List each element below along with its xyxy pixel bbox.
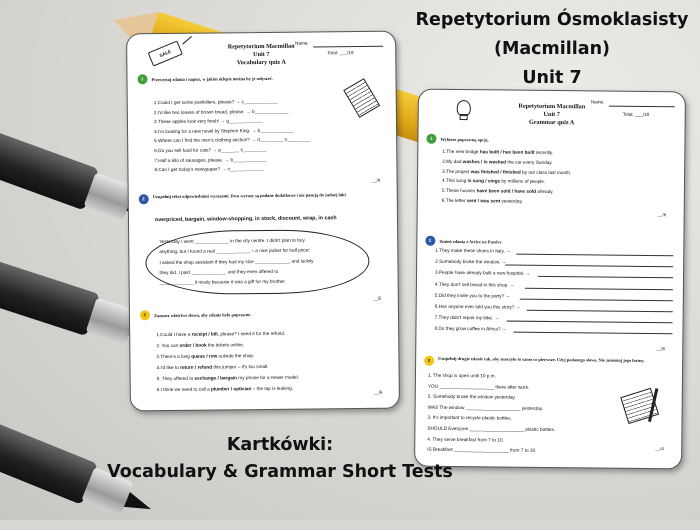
answer-options[interactable]: queue / row [191,353,218,359]
exercise-line: SHOULD Everyone _____________________ plastic bottles. [427,425,556,433]
exercise-line: WAS The window _____________________ yesterday. [427,404,544,411]
exercise-line [157,386,293,392]
exercise-line: 4. They serve breakfast from 7 to 10. [427,436,504,443]
exercise-line: 2. Somebody broke the window yesterday. [427,393,516,400]
sentence-text: 6.I think we need to call a [156,386,211,393]
answer-options[interactable]: return / refund [180,364,213,370]
vocabulary-quiz-sheet: Name: Total: ___/19 SALE Repetytorium Macmillan Unit 7 Vocabulary quiz A 1 Przeczytaj zdania i napisz, w jakim sklepie można by je usłyszeć. 1.Could I get some painkillers, please? → c_____________ 2.I'd like two loaves of brown bread, please. → b_____________ 3.These apples look very fresh! → g_____________ 4.I'm looking for a new novel by Stephen King. → b_____________ 5.Where can I find the men's clothing section? → d_________ s_________ 6.Do you sell food for cats? → p_______ s_________ 7.Half a kilo of sausages, please. → b_____________ 8.Can I get today's newspaper? → n_____________ __/8 2 Uzupełnij tekst odpowiednimi wyrazami. Dwa wyrazy są podane dodatkowo i nie pasują do żadnej luki overpriced, bargain, window-shopping, in stock, discount, wrap, in cash Yesterday I went _____________ in the city centre. I didn't plan to buy anything, but I found a real _____________ – a nice jacket for half price! I asked the shop assistant if they had my size _____________, and luckily they did. I paid _____________, and they even offered to _____________ it nicely because it was a gift for my brother. __/5 3 Zaznacz właściwe słowo, aby zdanie było poprawne. 1.Could I have a receipt / bill, please? I need it for the refund. 2. You can order / book the tickets online. 3.There's a long queue / row outside the shop. 4.I'd like to return / refund this jumper – it's too small. 5. They offered to exchange / bargain my phone for a newer model. 6.I think we need to call a plumber / optician – the tap is leaking. __/6 [126,31,400,412]
sheet-heading: Repetytorium Macmillan [227,42,295,51]
answer-field[interactable] [520,298,673,301]
total-label: Total: ___/18 [622,111,650,118]
exercise-line: Yesterday I went _____________ in the city centre. I didn't plan to buy [159,237,305,245]
product-title: Repetytorium Ósmoklasisty (Macmillan) Unit 7 [415,10,689,88]
exercise-line: YOU _____________________ there after work. [427,383,530,390]
exercise-line [156,353,254,359]
sale-tag-icon: SALE [148,40,183,66]
exercise-line: 2.Somebody broke the window. → [435,258,507,265]
sentence-text: 6.The letter [441,197,467,204]
sentence-text: 3.There's a long [156,353,192,360]
exercise-line: 4.They don't sell bread in this shop. → [434,281,515,288]
answer-field[interactable] [527,310,673,313]
sentence-text: 5.These houses [441,188,477,194]
sentence-text: 4.I'd like to [156,364,181,371]
exercise-line: 2.I'd like two loaves of brown bread, please. → b_____________ [153,108,289,115]
answer-options[interactable]: order / book [179,342,207,348]
sentence-text: 2.My dad [442,158,463,164]
footer-caption: Kartkówki: Vocabulary & Grammar Short Tests [107,435,453,482]
sentence-text: 1.The new bridge [442,148,480,155]
exercise-line [156,342,244,348]
exercise-line: 4.I'm looking for a new novel by Stephen King. → b_____________ [154,127,295,134]
answer-options[interactable]: exchange / bargain [194,375,238,381]
exercise-line [442,178,545,184]
exercise-line [156,331,285,337]
name-label: Name: [295,40,309,46]
exercise-line [157,364,269,370]
exercise-line: I asked the shop assistant if they had my size _____________, and luckily [159,258,314,265]
name-label: Name: [590,99,605,105]
exercise-line: _____________ it nicely because it was a gift for my brother. [159,278,286,286]
exercise-line: 1.Could I get some painkillers, please? → c_____________ [153,98,278,106]
exercise-line: 3.People have already built a new hospital. → [435,270,531,277]
answer-options[interactable]: is sung / sings [467,178,501,184]
sentence-text: 2. You can [156,342,180,349]
answer-field[interactable] [525,287,673,290]
sentence-text: the tickets online. [206,342,245,348]
exercise-line: 5.Where can I find the men's clothing section? → d_________ s_________ [154,136,311,144]
exercise-line: 5.Did they invite you to the party? → [434,292,511,299]
exercise-line: anything, but I found a real _____________ – a nice jacket for half price! [159,247,310,255]
answer-field[interactable] [513,332,673,335]
exercise-line: 8.Can I get today's newspaper? → n_____________ [154,166,265,173]
total-label: Total: ___/19 [327,50,354,56]
sentence-text: this jumper – it's too small. [212,363,269,370]
exercise-line: 7.They didn't repair my bike. → [434,314,500,321]
sentence-text: 1.Could I have a [156,331,192,338]
grammar-quiz-sheet: Name: Total: ___/18 Repetytorium Macmillan Unit 7 Grammar quiz A 1 Wybierz poprawną opcję. 1.The new bridge has built / has been built recently. 2.My dad washes / is washed the car every Sunday. 3.The project was finished / finished by our class last month. 4.This song is sung / sings by millions of people. 5.These houses have been sold / have sold already. 6.The letter sent / was sent yesterday. __/6 2 Zmień zdania z Active na Passive 1.They make these shoes in Italy. → 2.Somebody broke the window. → 3.People have already built a new hospital. → 4.They don't sell bread in this shop. → 5.Did they invite you to the party? → 6.Has anyone ever told you this story? → 7.They didn't repair my bike. → 8.Do they grow coffee in Africa? → __/8 3 Uzupełnij drugie zdanie tak, aby znaczyło to samo co pierwsze. Użyj podanego słowa. Nie zmieniaj jego formy. 1. The shop is open until 10 p.m. YOU _____________________ there after work. 2. Somebody broke the window yesterday. WAS The window _____________________ yesterday. 3. It's important to recycle plastic bottles. SHOULD Everyone _____________________ plastic bottles. 4. They serve breakfast from 7 to 10. IS Breakfast _____________________ from 7 to 10. __/4 [414,89,686,470]
exercise-line: 8.Do they grow coffee in Africa? → [434,326,507,332]
sentence-text: – the tap is leaking. [251,385,294,392]
sentence-text: recently. [534,149,554,156]
word-bank: overpriced, bargain, window-shopping, in stock, discount, wrap, in cash [154,215,337,224]
sentence-text: 4.This song [441,178,468,184]
sentence-text: by our class last month. [520,169,572,175]
exercise-line: 7.Half a kilo of sausages, please. → b_____________ [154,156,267,163]
exercise-line: 3. It's important to recycle plastic bottles. [427,415,512,421]
answer-field[interactable] [516,254,673,257]
exercise-line: they did. I paid _____________, and they even offered to [159,268,279,275]
sentence-text: my phone for a newer model. [236,374,300,381]
answer-options[interactable]: washes / is washed [462,158,507,165]
answer-field[interactable] [506,321,672,324]
sentence-text: 5. They offered to [156,375,195,382]
sheet-heading: Repetytorium Macmillan [518,102,586,111]
sentence-text: already. [535,189,554,195]
exercise-line [157,375,299,381]
answer-options[interactable]: has built / has been built [479,149,535,155]
answer-field[interactable] [505,265,674,268]
answer-options[interactable]: sent / was sent [466,198,501,204]
exercise-line [442,159,552,165]
section-instruction: Przeczytaj zdania i napisz, w jakim sklepie można by je usłyszeć. [151,75,273,83]
exercise-line: 1.They make these shoes in Italy. → [435,247,511,254]
answer-field[interactable] [538,276,673,278]
exercise-line [442,149,553,155]
sentence-text: by millions of people. [500,178,546,185]
answer-options[interactable]: was finished / finished [470,168,521,175]
exercise-line [442,198,523,204]
exercise-line: 3.These apples look very fresh! → g_____________ [153,118,263,125]
exercise-line: 6.Do you sell food for cats? → p_______ s_________ [154,146,267,154]
exercise-line: 6.Has anyone ever told you this story? → [434,303,521,310]
sentence-text: outside the shop. [217,353,255,359]
exercise-line [442,168,571,174]
sentence-text: , please? I need it for the refund. [217,330,286,337]
receipt-icon [343,78,380,118]
sentence-text: the car every Sunday. [506,159,553,165]
exercise-line [442,188,554,194]
answer-options[interactable]: receipt / bill [191,331,218,337]
answer-options[interactable]: plumber / optician [210,386,252,392]
sentence-text: 3.The project [442,168,471,174]
exercise-line: IS Breakfast _____________________ from 7 to 10. [427,446,537,454]
sentence-text: yesterday. [500,198,523,204]
answer-options[interactable]: have been sold / have sold [476,188,537,195]
exercise-line: 1. The shop is open until 10 p.m. [427,372,496,379]
